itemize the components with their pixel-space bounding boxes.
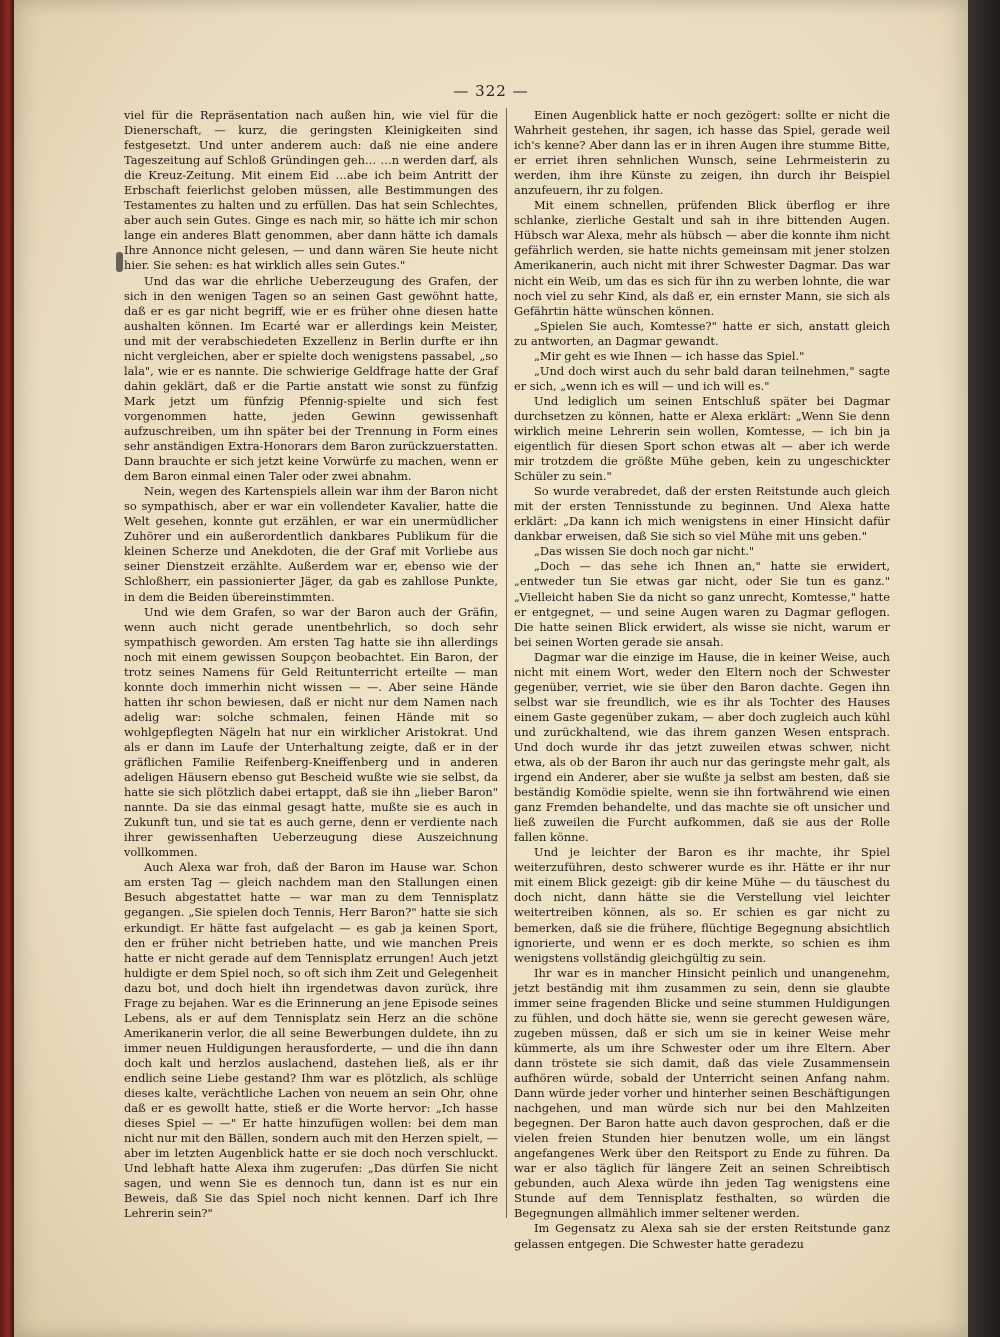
paragraph: Im Gegensatz zu Alexa sah sie der ersten Reitstunde ganz gelassen entgegen. Die Schwester hatte geradezu (514, 1221, 890, 1251)
book-page-right-edge (968, 0, 1000, 1337)
paragraph: Mit einem schnellen, prüfenden Blick überflog er ihre schlanke, zierliche Gestalt und sah in ihre bittenden Augen. Hübsch war Alexa, mehr als hübsch — aber die konnte ihm nicht gefährlich werden, sie hatte nichts gemeinsam mit jener stolzen Amerikanerin, auch nicht mit ihrer Schwester Dagmar. Das war nicht ein Weib, um das es sich für ihn zu werben lohnte, die war noch viel zu sehr Kind, als daß er, ein ernster Mann, sie sich als Gefährtin hätte wünschen können. (514, 198, 890, 318)
paragraph: So wurde verabredet, daß der ersten Reitstunde auch gleich mit der ersten Tennisstunde zu beginnen. Und Alexa hatte erklärt: „Da kann ich mich wenigstens in einer Hinsicht dafür dankbar erweisen, daß Sie sich so viel Mühe mit uns geben." (514, 484, 890, 544)
paragraph: „Und doch wirst auch du sehr bald daran teilnehmen," sagte er sich, „wenn ich es will — und ich will es." (514, 363, 890, 393)
paragraph: viel für die Repräsentation nach außen hin, wie viel für die Dienerschaft, — kurz, die geringsten Kleinigkeiten sind festgesetzt. Und unter anderem auch: daß nie eine andere Tageszeitung auf Schloß Gründingen geh… …n werden darf, als die Kreuz-Zeitung. Mit einem Eid …abe ich beim Antritt der Erbschaft feierlichst geloben müssen, alle Bestimmungen des Testamentes zu halten und zu erfüllen. Das hat sein Schlechtes, aber auch sein Gutes. Ginge es nach mir, so hätte ich mir schon lange ein anderes Blatt genommen, aber dann hätte ich damals Ihre Annonce nicht gelesen, — und dann wären Sie heute nicht hier. Sie sehen: es hat wirklich alles sein Gutes." (124, 108, 498, 273)
paragraph: „Das wissen Sie doch noch gar nicht." (534, 544, 755, 559)
column-divider (506, 108, 507, 1218)
paragraph: Ihr war es in mancher Hinsicht peinlich und unangenehm, jetzt beständig mit ihm zusammen zu sein, denn sie glaubte immer seine fragenden Blicke und seine stummen Huldigungen zu fühlen, und doch hätte sie, wenn sie gerecht gewesen wäre, zugeben müssen, daß er sich um sie in keiner Weise mehr kümmerte, als um ihre Schwester oder um ihre Eltern. Aber dann tröstete sie sich damit, daß das viele Zusammensein aufhören würde, sobald der Unterricht seinen Anfang nahm. Dann würde jeder vorher und hinterher seinen Beschäftigungen nachgehen, und man würde sich nur bei den Mahlzeiten begegnen. Der Baron hatte auch davon gesprochen, daß er die vielen freien Stunden hier benutzen wolle, um ein längst angefangenes Werk über den Reitsport zu Ende zu führen. Da war er also täglich für längere Zeit an seinen Schreibtisch gebunden, auch Alexa würde ihn jeden Tag wenigstens eine Stunde auf dem Tennisplatz festhalten, so würden die Begegnungen allmählich immer seltener werden. (514, 965, 890, 1221)
page-number: — 322 — (453, 82, 529, 100)
paragraph: Und das war die ehrliche Ueberzeugung des Grafen, der sich in den wenigen Tagen so an seinen Gast gewöhnt hatte, daß er es gar nicht begriff, wie er es früher ohne diesen hatte aushalten können. Im Ecarté war er allerdings kein Meister, und mit der verabschiedeten Exzellenz in Berlin durfte er ihn nicht vergleichen, aber er spielte doch wenigstens passabel, „so lala", wie er es nannte. Die schwierige Geldfrage hatte der Graf dahin geklärt, daß er die Partie anstatt wie sonst zu fünfzig Mark jetzt um fünfzig Pfennig-spielte und sich fest vorgenommen hatte, jeden Gewinn gewissenhaft aufzuschreiben, um ihn später bei der Trennung in Form eines sehr anständigen Extra-Honorars dem Baron zurückzuerstatten. Dann brauchte er sich jetzt keine Vorwürfe zu machen, wenn er dem Baron einmal einen Taler oder zwei abnahm. (124, 273, 498, 484)
book-page (14, 0, 968, 1337)
paragraph: Und wie dem Grafen, so war der Baron auch der Gräfin, wenn auch nicht gerade unentbehrlich, so doch sehr sympathisch geworden. Am ersten Tag hatte sie ihn allerdings noch mit einem gewissen Soupçon beobachtet. Ein Baron, der trotz seines Namens für Geld Reitunterricht erteilte — man konnte doch immerhin nicht wissen — —. Aber seine Hände hatten ihr schon bewiesen, daß er nicht nur dem Namen nach adelig war: solche schmalen, feinen Hände mit so wohlgepflegten Nägeln hat nur ein wirklicher Aristokrat. Und als er dann im Laufe der Unterhaltung zeigte, daß er in der gräflichen Familie Reifenberg-Kneiffenberg und in anderen adeligen Häusern ebenso gut Bescheid wußte wie sie selbst, da hatte sie sich plötzlich dabei ertappt, daß sie ihn „lieber Baron" nannte. Da sie das einmal gesagt hatte, mußte sie es auch in Zukunft tun, und sie tat es auch gerne, denn er verdiente nach ihrer gewissenhaften Ueberzeugung diese Auszeichnung vollkommen. (124, 604, 498, 860)
paragraph: Und lediglich um seinen Entschluß später bei Dagmar durchsetzen zu können, hatte er Alexa erklärt: „Wenn Sie denn wirklich meine Lehrerin sein wollen, Komtesse, — ich bin ja eigentlich für diesen Sport schon etwas alt — aber ich werde mir trotzdem die größte Mühe geben, kein zu ungeschickter Schüler zu sein." (514, 393, 890, 484)
paragraph: Nein, wegen des Kartenspiels allein war ihm der Baron nicht so sympathisch, aber er war ein vollendeter Kavalier, hatte die Welt gesehen, konnte gut erzählen, er war ein unermüdlicher Zuhörer und ein außerordentlich dankbares Publikum für die kleinen Scherze und Anekdoten, die der Graf mit Vorliebe aus seiner Dienstzeit erzählte. Außerdem war er, ebenso wie der Schloßherr, ein passionierter Jäger, da gab es zahllose Punkte, in dem die Beiden übereinstimmten. (124, 484, 498, 604)
binding-clip-mark (116, 252, 123, 272)
paragraph: „Mir geht es wie Ihnen — ich hasse das Spiel." (534, 348, 805, 363)
paragraph: Einen Augenblick hatte er noch gezögert: sollte er nicht die Wahrheit gestehen, ihr sagen, ich hasse das Spiel, gerade weil ich's kenne? Aber dann las er in ihren Augen ihre stumme Bitte, er erriet ihren sehnlichen Wunsch, seine Lehrmeisterin zu werden, ihm ihre Künste zu zeigen, ihn durch ihr Beispiel anzufeuern, ihr zu folgen. (514, 108, 890, 198)
paragraph: „Doch — das sehe ich Ihnen an," hatte sie erwidert, „entweder tun Sie etwas gar nicht, oder Sie tun es ganz." „Vielleicht haben Sie da nicht so ganz unrecht, Komtesse," hatte er entgegnet, — und seine Augen waren zu Dagmar geflogen. Die hatte seinen Blick erwidert, als wisse sie nicht, warum er bei seinen Worten gerade sie ansah. (514, 559, 890, 649)
paragraph: Und je leichter der Baron es ihr machte, ihr Spiel weiterzuführen, desto schwerer wurde es ihr. Hätte er ihr nur mit einem Blick gezeigt: gib dir keine Mühe — du täuschest du doch nicht, dann hätte sie die Verstellung viel leichter weitertreiben können, als so. Er schien es gar nicht zu bemerken, daß sie die frühere, flüchtige Begegnung absichtlich ignorierte, und wenn er es doch merkte, so schien es ihm wenigstens vollständig gleichgültig zu sein. (514, 845, 890, 965)
book-spine-edge (0, 0, 14, 1337)
right-text-column (514, 108, 890, 1252)
left-text-column (124, 108, 498, 1221)
paragraph: „Spielen Sie auch, Komtesse?" hatte er sich, anstatt gleich zu antworten, an Dagmar gewandt. (514, 318, 890, 348)
paragraph: Auch Alexa war froh, daß der Baron im Hause war. Schon am ersten Tag — gleich nachdem man den Stallungen einen Besuch abgestattet hatte — war man zu dem Tennisplatz gegangen. „Sie spielen doch Tennis, Herr Baron?" hatte sie sich erkundigt. Er hätte fast aufgelacht — es gab ja keinen Sport, den er früher nicht betrieben hatte, und wie manchen Preis hatte er nicht gerade auf dem Tennisplatz errungen! Auch jetzt huldigte er dem Spiel noch, so oft sich ihm Zeit und Gelegenheit dazu bot, und doch hielt ihn irgendetwas davon zurück, ihre Frage zu bejahen. War es die Erinnerung an jene Episode seines Lebens, als er auf dem Tennisplatz sein Herz an die schöne Amerikanerin verlor, die all seine Bewerbungen duldete, ihn zu immer neuen Huldigungen herausforderte, — und die ihn dann doch kalt und herzlos auslachend, dastehen ließ, als er ihr endlich seine Liebe gestand? Ihm war es plötzlich, als schlüge dieses kalte, verächtliche Lachen von neuem an sein Ohr, ohne daß er es gewollt hatte, stieß er die Worte hervor: „Ich hasse dieses Spiel — —" Er hatte hinzufügen wollen: bei dem man nicht nur mit den Bällen, sondern auch mit den Herzen spielt, — aber im letzten Augenblick hatte er sie doch noch verschluckt. Und lebhaft hatte Alexa ihm zugerufen: „Das dürfen Sie nicht sagen, und wenn Sie es dennoch tun, dann ist es nur ein Beweis, daß Sie das Spiel noch nicht kennen. Darf ich Ihre Lehrerin sein?" (124, 860, 498, 1221)
paragraph: Dagmar war die einzige im Hause, die in keiner Weise, auch nicht mit einem Wort, weder den Eltern noch der Schwester gegenüber, verriet, wie sie über den Baron dachte. Gegen ihn selbst war sie freundlich, wie es ihr als Tochter des Hauses einem Gaste gegenüber zukam, — aber doch zugleich auch kühl und zurückhaltend, wie das ihrem ganzen Wesen entsprach. Und doch wurde ihr das jetzt zuweilen etwas schwer, nicht etwa, als ob der Baron ihr auch nur das geringste mehr galt, als irgend ein Anderer, aber sie wußte ja selbst am besten, daß sie beständig Komödie spielte, wenn sie ihn fortwährend wie einen ganz Fremden behandelte, und das machte sie oft unsicher und ließ zuweilen die Furcht aufkommen, daß sie aus der Rolle fallen könne. (514, 649, 890, 845)
